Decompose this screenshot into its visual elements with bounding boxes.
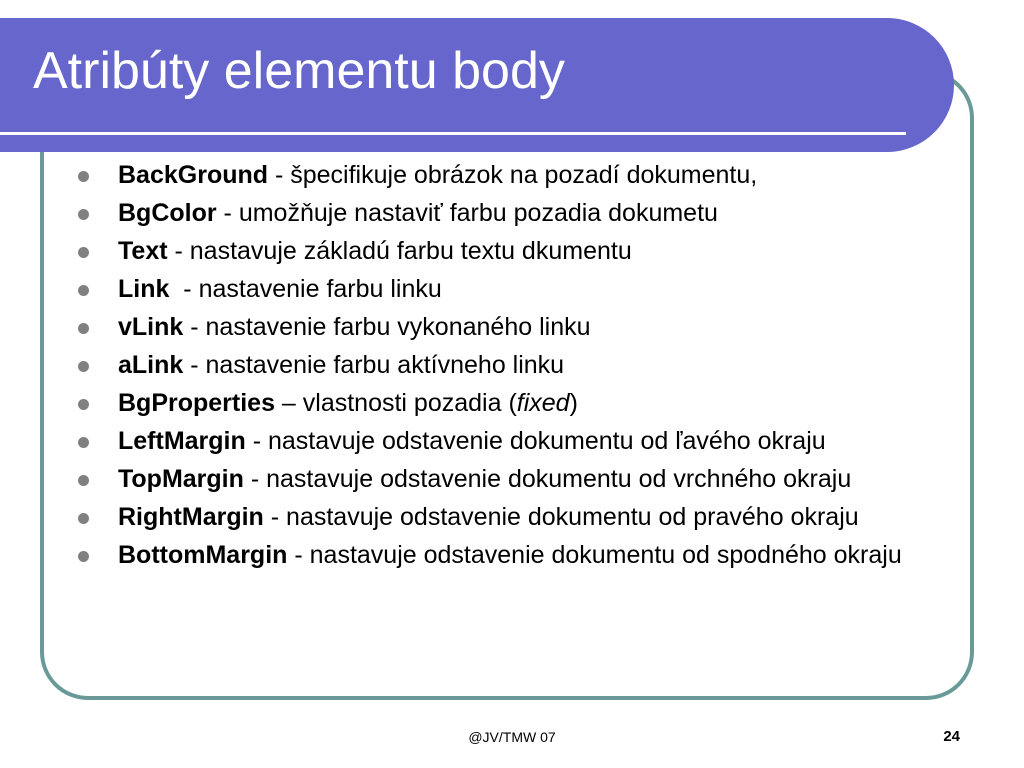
attribute-description: - nastavuje odstavenie dokumentu od vrchného okraju	[243, 465, 852, 493]
attribute-name: Link	[118, 275, 170, 303]
list-item	[78, 388, 958, 418]
attribute-description: - nastavenie farbu aktívneho linku	[183, 351, 565, 379]
attribute-name: vLink	[118, 313, 184, 341]
list-item	[78, 160, 958, 190]
list-item	[78, 426, 958, 456]
footer-text: @JV/TMW 07	[468, 729, 556, 745]
attribute-name: BottomMargin	[118, 541, 288, 569]
title-underline	[0, 132, 906, 135]
bullet-dot-icon	[78, 323, 89, 334]
bullet-dot-icon	[78, 551, 89, 562]
bullet-dot-icon	[78, 437, 89, 448]
bullet-dot-icon	[78, 285, 89, 296]
attribute-name: aLink	[118, 351, 184, 379]
attribute-description: - nastavuje odstavenie dokumentu od spodného okraju	[287, 541, 902, 569]
bullet-dot-icon	[78, 513, 89, 524]
list-item	[78, 350, 958, 380]
bullet-dot-icon	[78, 361, 89, 372]
slide-title: Atribúty elementu body	[33, 42, 565, 100]
attribute-name: BackGround	[118, 161, 269, 189]
list-item	[78, 312, 958, 342]
bullet-list	[78, 160, 958, 578]
list-item	[78, 236, 958, 266]
attribute-description: - nastavenie farbu vykonaného linku	[183, 313, 591, 341]
bullet-dot-icon	[78, 247, 89, 258]
attribute-name: LeftMargin	[118, 427, 246, 455]
attribute-description: - nastavenie farbu linku	[169, 275, 442, 303]
bullet-dot-icon	[78, 171, 89, 182]
bullet-dot-icon	[78, 399, 89, 410]
attribute-name: RightMargin	[118, 503, 264, 531]
attribute-description: - špecifikuje obrázok na pozadí dokumentu,	[268, 161, 758, 189]
list-item	[78, 502, 958, 532]
page-number: 24	[943, 728, 960, 745]
attribute-description: - umožňuje nastaviť farbu pozadia dokumetu	[216, 199, 718, 227]
attribute-description: - nastavuje odstavenie dokumentu od ľavého okraju	[245, 427, 826, 455]
list-item	[78, 540, 958, 570]
attribute-value-italic: fixed	[516, 389, 570, 417]
bullet-dot-icon	[78, 209, 89, 220]
bullet-dot-icon	[78, 475, 89, 486]
list-item	[78, 464, 958, 494]
attribute-name: TopMargin	[118, 465, 244, 493]
attribute-description: - nastavuje základú farbu textu dkumentu	[167, 237, 632, 265]
attribute-name: BgProperties	[118, 389, 275, 417]
attribute-description: – vlastnosti pozadia (	[274, 389, 517, 417]
attribute-description: - nastavuje odstavenie dokumentu od pravého okraju	[263, 503, 859, 531]
attribute-name: Text	[118, 237, 168, 265]
list-item	[78, 274, 958, 304]
attribute-description-end: )	[569, 389, 578, 417]
list-item	[78, 198, 958, 228]
attribute-name: BgColor	[118, 199, 217, 227]
